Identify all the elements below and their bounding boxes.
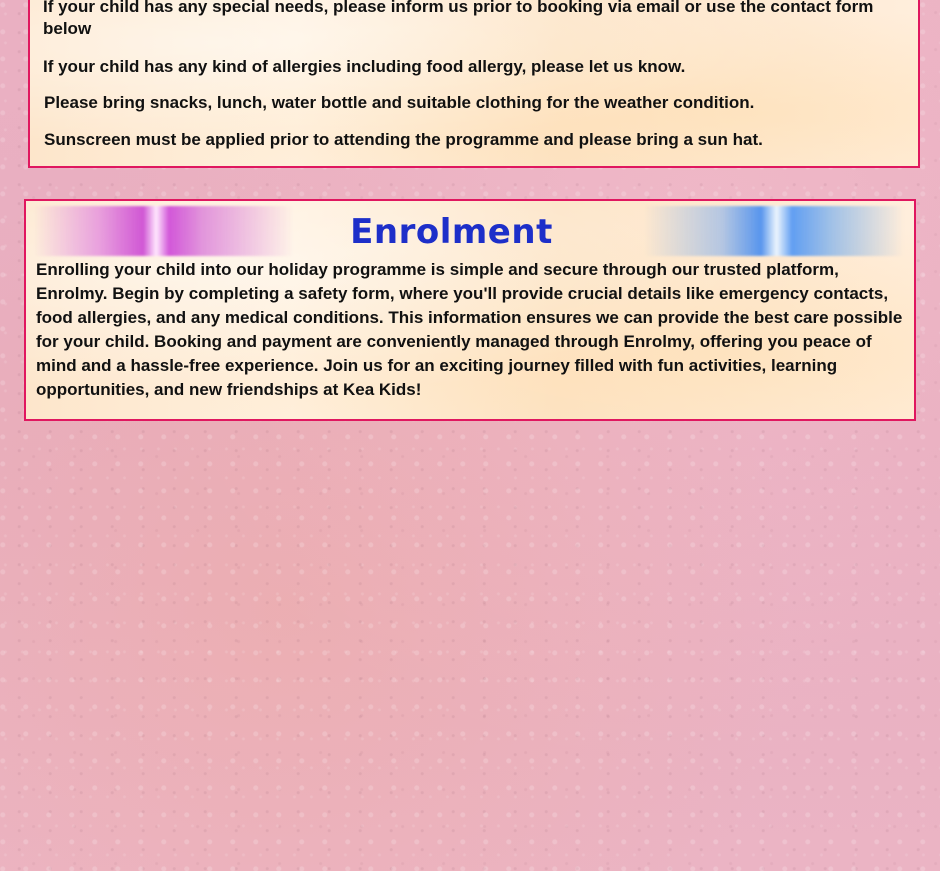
enrolment-panel (24, 199, 916, 421)
enrolment-description: Enrolling your child into our holiday programme is simple and secure through our trusted platform, Enrolmy. Begin by completing a safety form, where you'll provide crucial details like emergency contacts, food allergies, and any medical conditions. This information ensures we can provide the best care possible for your child. Booking and payment are conveniently managed through Enrolmy, offering you peace of mind and a hassle-free experience. Join us for an exciting journey filled with fun activities, learning opportunities, and new friendships at Kea Kids! (36, 260, 903, 399)
special-needs-notice: If your child has any special needs, please inform us prior to booking via email or use the contact form below (43, 0, 874, 38)
what-to-bring-notice: Please bring snacks, lunch, water bottle and suitable clothing for the weather condition. (44, 93, 755, 112)
enrolment-heading: Enrolment (350, 212, 553, 252)
notice-panel (28, 0, 920, 168)
sunscreen-notice: Sunscreen must be applied prior to attending the programme and please bring a sun hat. (44, 130, 763, 149)
enrolment-title-band (34, 206, 904, 256)
allergies-notice: If your child has any kind of allergies including food allergy, please let us know. (43, 57, 686, 76)
